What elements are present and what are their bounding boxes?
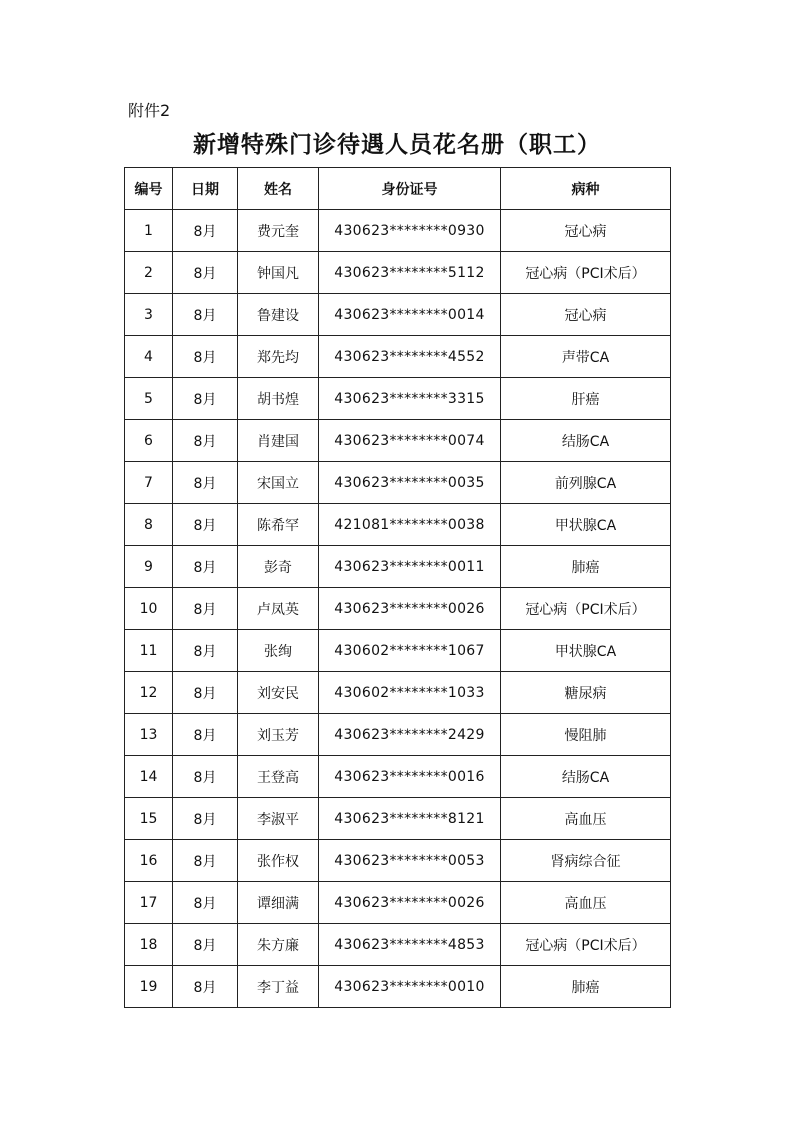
cell-id-number: 430602********1067 <box>319 630 501 672</box>
cell-number: 10 <box>125 588 173 630</box>
cell-date: 8月 <box>173 798 238 840</box>
cell-id-number: 430623********0010 <box>319 966 501 1008</box>
table-body <box>125 210 671 1008</box>
header-number: 编号 <box>125 168 173 210</box>
cell-date: 8月 <box>173 378 238 420</box>
cell-id-number: 430623********4853 <box>319 924 501 966</box>
table-row <box>125 336 671 378</box>
cell-disease: 肺癌 <box>501 966 671 1008</box>
cell-date: 8月 <box>173 924 238 966</box>
cell-disease: 肺癌 <box>501 546 671 588</box>
cell-disease: 甲状腺CA <box>501 504 671 546</box>
table-row <box>125 966 671 1008</box>
cell-number: 18 <box>125 924 173 966</box>
cell-name: 朱方廉 <box>238 924 319 966</box>
cell-date: 8月 <box>173 882 238 924</box>
cell-disease: 冠心病（PCI术后） <box>501 588 671 630</box>
header-id-number: 身份证号 <box>319 168 501 210</box>
roster-table <box>124 167 671 1008</box>
cell-name: 胡书煌 <box>238 378 319 420</box>
cell-date: 8月 <box>173 672 238 714</box>
cell-id-number: 430623********5112 <box>319 252 501 294</box>
header-date: 日期 <box>173 168 238 210</box>
cell-date: 8月 <box>173 756 238 798</box>
cell-number: 4 <box>125 336 173 378</box>
cell-name: 王登高 <box>238 756 319 798</box>
cell-date: 8月 <box>173 252 238 294</box>
table-row <box>125 504 671 546</box>
table-row <box>125 840 671 882</box>
cell-number: 12 <box>125 672 173 714</box>
cell-id-number: 430623********0011 <box>319 546 501 588</box>
cell-number: 16 <box>125 840 173 882</box>
table-row <box>125 882 671 924</box>
cell-number: 3 <box>125 294 173 336</box>
cell-id-number: 430602********1033 <box>319 672 501 714</box>
cell-name: 张作权 <box>238 840 319 882</box>
table-row <box>125 378 671 420</box>
cell-name: 张绚 <box>238 630 319 672</box>
cell-id-number: 430623********0026 <box>319 588 501 630</box>
table-row <box>125 546 671 588</box>
cell-number: 14 <box>125 756 173 798</box>
cell-name: 陈希罕 <box>238 504 319 546</box>
cell-name: 李丁益 <box>238 966 319 1008</box>
cell-number: 17 <box>125 882 173 924</box>
table-row <box>125 798 671 840</box>
cell-disease: 高血压 <box>501 798 671 840</box>
cell-date: 8月 <box>173 336 238 378</box>
cell-disease: 冠心病（PCI术后） <box>501 924 671 966</box>
cell-number: 13 <box>125 714 173 756</box>
cell-disease: 肝癌 <box>501 378 671 420</box>
cell-name: 郑先均 <box>238 336 319 378</box>
cell-id-number: 430623********0026 <box>319 882 501 924</box>
cell-id-number: 430623********0035 <box>319 462 501 504</box>
cell-id-number: 430623********0053 <box>319 840 501 882</box>
cell-name: 钟国凡 <box>238 252 319 294</box>
table-row <box>125 420 671 462</box>
cell-disease: 冠心病 <box>501 210 671 252</box>
cell-number: 19 <box>125 966 173 1008</box>
table-row <box>125 252 671 294</box>
cell-date: 8月 <box>173 294 238 336</box>
cell-name: 宋国立 <box>238 462 319 504</box>
page-title: 新增特殊门诊待遇人员花名册（职工） <box>193 131 601 158</box>
cell-number: 15 <box>125 798 173 840</box>
cell-id-number: 430623********0930 <box>319 210 501 252</box>
cell-disease: 声带CA <box>501 336 671 378</box>
cell-name: 鲁建设 <box>238 294 319 336</box>
cell-id-number: 430623********0074 <box>319 420 501 462</box>
cell-number: 1 <box>125 210 173 252</box>
cell-date: 8月 <box>173 966 238 1008</box>
table-header-row <box>125 168 671 210</box>
cell-disease: 冠心病 <box>501 294 671 336</box>
cell-date: 8月 <box>173 840 238 882</box>
table-row <box>125 756 671 798</box>
cell-date: 8月 <box>173 714 238 756</box>
cell-date: 8月 <box>173 420 238 462</box>
table-row <box>125 924 671 966</box>
table-row <box>125 462 671 504</box>
cell-number: 11 <box>125 630 173 672</box>
cell-disease: 甲状腺CA <box>501 630 671 672</box>
cell-disease: 结肠CA <box>501 756 671 798</box>
table-row <box>125 210 671 252</box>
header-name: 姓名 <box>238 168 319 210</box>
cell-name: 肖建国 <box>238 420 319 462</box>
table-row <box>125 714 671 756</box>
cell-id-number: 430623********0016 <box>319 756 501 798</box>
cell-date: 8月 <box>173 462 238 504</box>
cell-date: 8月 <box>173 588 238 630</box>
cell-name: 卢凤英 <box>238 588 319 630</box>
table-row <box>125 294 671 336</box>
cell-name: 彭奇 <box>238 546 319 588</box>
cell-disease: 高血压 <box>501 882 671 924</box>
cell-id-number: 430623********2429 <box>319 714 501 756</box>
cell-disease: 糖尿病 <box>501 672 671 714</box>
table-row <box>125 672 671 714</box>
cell-disease: 肾病综合征 <box>501 840 671 882</box>
cell-date: 8月 <box>173 546 238 588</box>
cell-id-number: 430623********0014 <box>319 294 501 336</box>
cell-id-number: 430623********4552 <box>319 336 501 378</box>
cell-disease: 前列腺CA <box>501 462 671 504</box>
cell-name: 刘安民 <box>238 672 319 714</box>
cell-number: 2 <box>125 252 173 294</box>
cell-name: 李淑平 <box>238 798 319 840</box>
cell-disease: 慢阻肺 <box>501 714 671 756</box>
cell-number: 6 <box>125 420 173 462</box>
cell-id-number: 430623********3315 <box>319 378 501 420</box>
cell-date: 8月 <box>173 504 238 546</box>
cell-number: 8 <box>125 504 173 546</box>
cell-number: 7 <box>125 462 173 504</box>
cell-id-number: 421081********0038 <box>319 504 501 546</box>
cell-disease: 结肠CA <box>501 420 671 462</box>
attachment-label: 附件2 <box>128 101 171 120</box>
cell-number: 9 <box>125 546 173 588</box>
cell-name: 刘玉芳 <box>238 714 319 756</box>
header-disease: 病种 <box>501 168 671 210</box>
cell-disease: 冠心病（PCI术后） <box>501 252 671 294</box>
cell-date: 8月 <box>173 210 238 252</box>
cell-date: 8月 <box>173 630 238 672</box>
table-row <box>125 588 671 630</box>
cell-number: 5 <box>125 378 173 420</box>
cell-name: 谭细满 <box>238 882 319 924</box>
cell-name: 费元奎 <box>238 210 319 252</box>
cell-id-number: 430623********8121 <box>319 798 501 840</box>
table-row <box>125 630 671 672</box>
